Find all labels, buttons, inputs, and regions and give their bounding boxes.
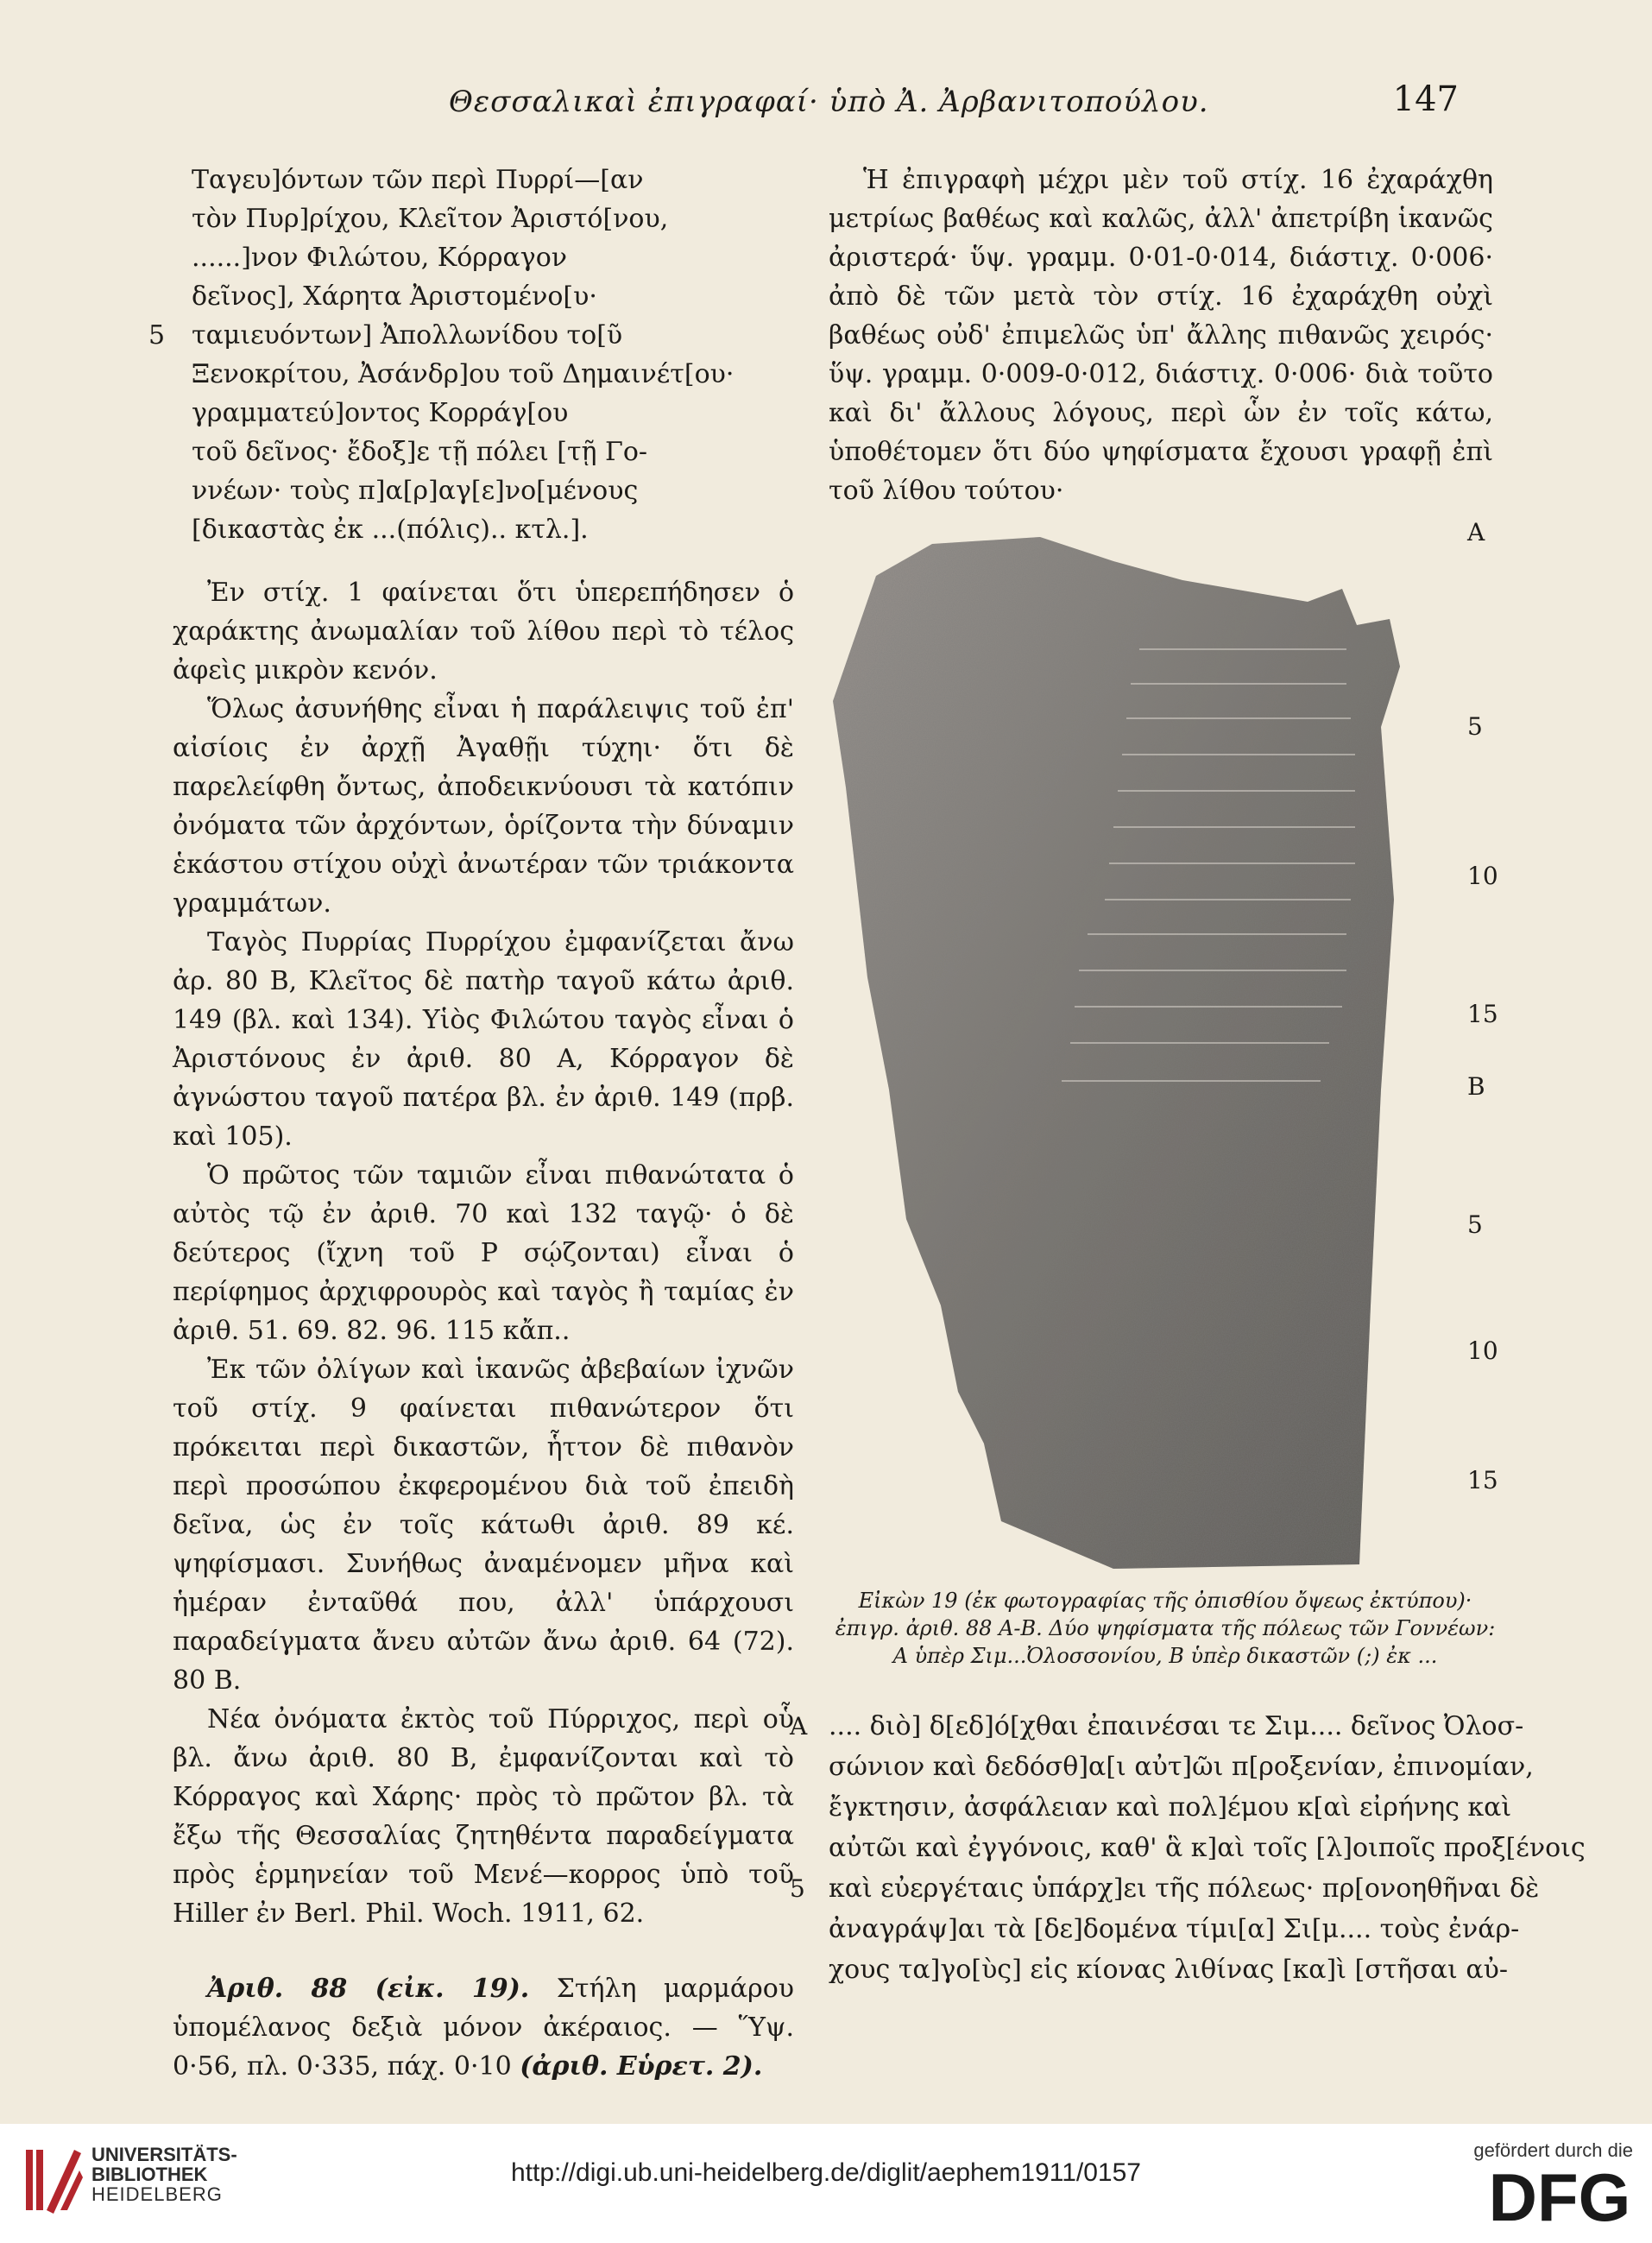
commentary-paragraph: Ὁ πρῶτος τῶν ταμιῶν εἶναι πιθανώτατα ὁ αὐτὸς τῷ ἐν ἀριθ. 70 καὶ 132 ταγῷ· ὁ δὲ δεύτερος (ἴχνη τοῦ Ρ σῴζονται) εἶναι ὁ περίφημος ἀρχιφρουρὸς καὶ ταγὸς ἢ ταμίας ἐν ἀριθ. 51. 69. 82. 96. 115 κἄπ..: [173, 1160, 794, 1346]
inscription-text: [148, 161, 794, 549]
figure-line-5: 5: [1467, 712, 1483, 741]
decree-text: [790, 1706, 1586, 1990]
entry-description: Στήλη μαρμάρου ὑπομέλανος δεξιὰ μόνον ἀκέραιος. — Ὕψ. 0·56, πλ. 0·335, πάχ. 0·10: [173, 1974, 795, 2082]
entry-reference: (ἀριθ. Εὑρετ. 2).: [520, 2051, 763, 2082]
inscription-line: [δικαστὰς ἐκ ...(πόλις).. κτλ.].: [192, 515, 589, 545]
figure-line-15-b: 15: [1467, 1466, 1498, 1494]
decree-line: σώνιον καὶ δεδόσθ]α[ι αὐτ]ῶι π[ροξενίαν, ἐπινομίαν,: [829, 1752, 1534, 1782]
library-name: UNIVERSITÄTS- BIBLIOTHEK HEIDELBERG: [91, 2144, 237, 2205]
commentary-paragraph: Ὅλως ἀσυνήθης εἶναι ἡ παράλειψις τοῦ ἐπ' αἰσίοις ἐν ἀρχῇ Ἀγαθῇι τύχηι· ὅτι δὲ παρελείφθη ὄντως, ἀποδεικνύουσι τὰ κατόπιν ὀνόματα τῶν ἀρχόντων, ὁρίζοντα τὴν δύναμιν ἑκάστου στίχου οὐχὶ ἀνωτέραν τῶν τριάκοντα γραμμάτων.: [173, 694, 794, 919]
line-number: 5: [148, 320, 166, 351]
figure-line-10-b: 10: [1467, 1336, 1498, 1365]
svg-text:DFG: DFG: [1488, 2160, 1631, 2229]
decree-line: ἔγκτησιν, ἀσφάλειαν καὶ πολ]έμου κ[αὶ εἰρήνης καὶ: [829, 1792, 1512, 1823]
inscription-line: γραμματεύ]οντος Κορράγ[ου: [192, 398, 569, 428]
decree-line: αὐτῶι καὶ ἐγγόνοις, καθ' ἃ κ]αὶ τοῖς [λ]οιποῖς προξ[ένοις: [829, 1833, 1586, 1863]
entry-paragraph: [173, 1969, 794, 2086]
inscription-line: τὸν Πυρ]ρίχου, Κλεῖτον Ἀριστό[νου,: [192, 204, 669, 234]
inscription-line: 5 ταμιευόντων] Ἀπολλωνίδου το[ῦ: [173, 316, 794, 355]
funding-label: gefördert durch die: [1473, 2139, 1633, 2161]
inscription-line: δεῖνος], Χάρητα Ἀριστομένο[υ·: [192, 281, 597, 312]
page-number: 147: [1392, 79, 1459, 119]
decree-line: χους τα]γο[ὺς] εἰς κίονας λιθίνας [κα]ὶ [στῆσαι αὐ-: [829, 1955, 1508, 1985]
running-title: Θεσσαλικαὶ ἐπιγραφαί· ὑπὸ Ἀ. Ἀρβανιτοπούλου.: [449, 85, 1209, 119]
inscription-line: τοῦ δεῖνος· ἔδοξ]ε τῇ πόλει [τῇ Γο-: [192, 437, 648, 467]
running-header: [449, 76, 1459, 128]
caption-line: ἐπιγρ. ἀριθ. 88 Α-Β. Δύο ψηφίσματα τῆς πόλεως τῶν Γοννέων:: [835, 1616, 1496, 1640]
figure-line-10: 10: [1467, 862, 1498, 890]
intro-paragraph: Ἡ ἐπιγραφὴ μέχρι μὲν τοῦ στίχ. 16 ἐχαράχθη μετρίως βαθέως καὶ καλῶς, ἀλλ' ἀπετρίβη ἱκανῶς ἀριστερά· ὕψ. γραμμ. 0·01-0·014, διάστιχ. 0·006· ἀπὸ δὲ τῶν μετὰ τὸν στίχ. 16 ἐχαράχθη οὐχὶ βαθέως οὐδ' ἐπιμελῶς ὑπ' ἄλλης πιθανῶς χειρός· ὕψ. γραμμ. 0·009-0·012, διάστιχ. 0·006· διὰ τοῦτο καὶ δι' ἄλλους λόγους, περὶ ὧν ἐν τοῖς κάτω, ὑποθέτομεν ὅτι δύο ψηφίσματα ἔχουσι γραφῇ ἐπὶ τοῦ λίθου τούτου·: [829, 165, 1493, 506]
decree-line: ἀναγράψ]αι τὰ [δε]δομένα τίμι[α] Σι[μ.... τοὺς ἐνάρ-: [829, 1914, 1520, 1944]
figure-label-a: A: [1467, 518, 1485, 547]
figure-label-b: B: [1467, 1072, 1485, 1101]
right-column-intro: [829, 161, 1493, 510]
inscription-line: Ξενοκρίτου, Ἀσάνδρ]ου τοῦ Δημαινέτ[ου·: [192, 359, 735, 389]
commentary-paragraph: Νέα ὀνόματα ἐκτὸς τοῦ Πύρριχος, περὶ οὗ βλ. ἄνω ἀριθ. 80 Β, ἐμφανίζονται καὶ τὸ Κόρραγος καὶ Χάρης· πρὸς τὸ πρῶτον βλ. τὰ ἔξω τῆς Θεσσαλίας ζητηθέντα παραδείγματα πρὸς ἑρμηνείαν τοῦ Μενέ—κορρος ὑπὸ τοῦ Hiller ἐν Berl. Phil. Woch. 1911, 62.: [173, 1704, 794, 1929]
inscription-line: ννέων· τοὺς π]α[ρ]αγ[ε]νο[μένους: [192, 476, 639, 506]
commentary-paragraph: Ἐκ τῶν ὀλίγων καὶ ἱκανῶς ἀβεβαίων ἰχνῶν τοῦ στίχ. 9 φαίνεται πιθανώτερον ὅτι πρόκειται περὶ δικαστῶν, ἧττον δὲ πιθανὸν περὶ προσώπου ἐκφερομένου διὰ τοῦ ἐπειδὴ δεῖνα, ὡς ἐν τοῖς κάτωθι ἀριθ. 89 κέ. ψηφίσμασι. Συνήθως ἀναμένομεν μῆνα καὶ ἡμέραν ἐνταῦθά που, ἀλλ' ὑπάρχουσι παραδείγματα ἄνευ αὐτῶν ἄνω ἀριθ. 64 (72). 80 Β.: [173, 1355, 794, 1696]
figure-line-15: 15: [1467, 1000, 1498, 1028]
commentary-paragraph: Ἐν στίχ. 1 φαίνεται ὅτι ὑπερεπήδησεν ὁ χαράκτης ἀνωμαλίαν τοῦ λίθου περὶ τὸ τέλος ἀφεὶς μικρὸν κενόν.: [173, 578, 794, 686]
entry-heading: Ἀριθ. 88 (εἰκ. 19).: [207, 1974, 530, 2004]
left-column: [148, 161, 795, 2086]
stele-photograph: [829, 528, 1437, 1589]
caption-line: Α ὑπὲρ Σιμ...Ὀλοσσονίου, Β ὑπὲρ δικαστῶν (;) ἐκ ...: [892, 1644, 1438, 1668]
decree-line-number: 5: [790, 1874, 805, 1903]
decree-marker: A: [790, 1712, 808, 1741]
figure-line-5-b: 5: [1467, 1210, 1483, 1239]
inscription-line: ......]νον Φιλώτου, Κόρραγον: [192, 243, 568, 273]
caption-line: Εἰκὼν 19 (ἐκ φωτογραφίας τῆς ὀπισθίου ὄψεως ἐκτύπου)·: [858, 1589, 1472, 1613]
figure-caption: [829, 1587, 1502, 1670]
dfg-logo-icon: [1486, 2160, 1633, 2229]
inscription-line: Ταγευ]όντων τῶν περὶ Πυρρί—[αν: [192, 165, 644, 195]
decree-line: 5 καὶ εὐεργέταις ὑπάρχ]ει τῆς πόλεως· πρ[ονοηθῆναι δὲ: [829, 1868, 1485, 1909]
commentary-paragraph: Ταγὸς Πυρρίας Πυρρίχου ἐμφανίζεται ἄνω ἀρ. 80 Β, Κλεῖτος δὲ πατὴρ ταγοῦ κάτω ἀριθ. 149 (βλ. καὶ 134). Υἱὸς Φιλώτου ταγὸς εἶναι ὁ Ἀριστόνους ἐν ἀριθ. 80 Α, Κόρραγον δὲ ἀγνώστου ταγοῦ πατέρα βλ. ἐν ἀριθ. 149 (πρβ. καὶ 105).: [173, 927, 794, 1152]
decree-line: A .... διὸ] δ[εδ]ό[χθαι ἐπαινέσαι τε Σιμ.... δεῖνος Ὀλοσ-: [829, 1706, 1485, 1747]
source-url-link[interactable]: http://digi.ub.uni-heidelberg.de/diglit/aephem1911/0157: [511, 2158, 1141, 2187]
